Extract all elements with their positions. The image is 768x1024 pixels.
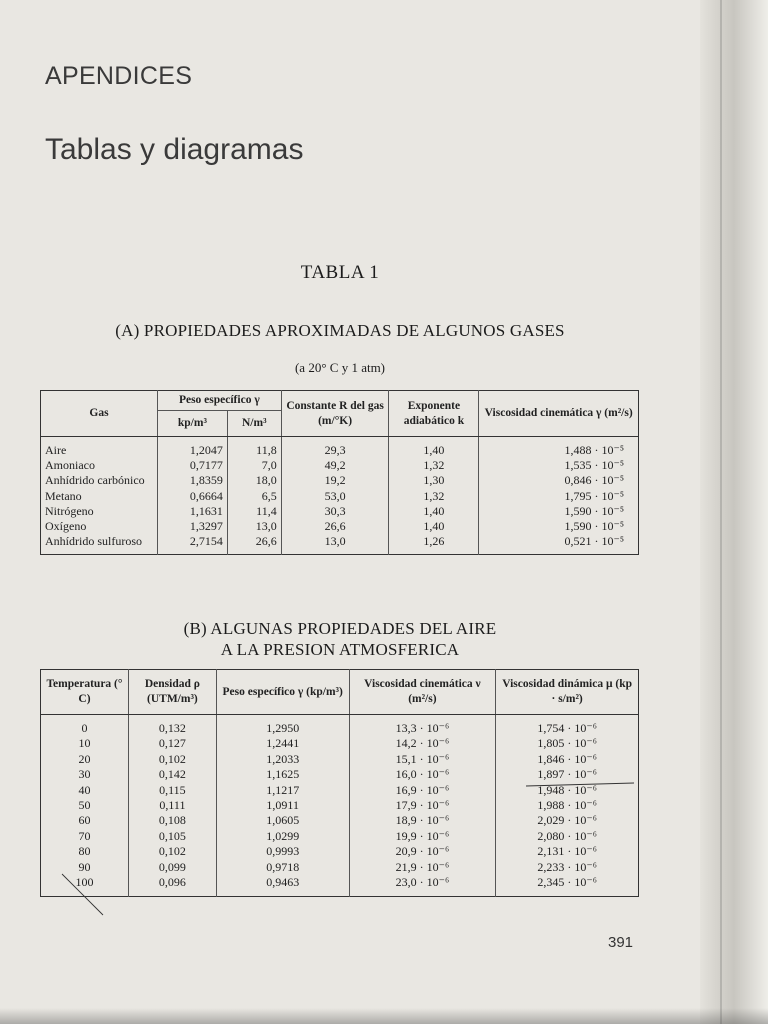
air-table-body — [41, 715, 639, 897]
cell-exponente: 1,40 — [389, 437, 479, 459]
table-row — [41, 534, 639, 555]
cell-peso-especifico: 1,1217 — [216, 783, 349, 798]
table-row — [41, 860, 639, 875]
cell-peso-n: 7,0 — [227, 458, 281, 473]
cell-peso-n: 26,6 — [227, 534, 281, 555]
cell-peso-especifico: 1,0605 — [216, 813, 349, 828]
cell-peso-especifico: 1,2441 — [216, 736, 349, 751]
cell-exponente: 1,30 — [389, 473, 479, 488]
table-row — [41, 752, 639, 767]
air-properties-table — [40, 669, 639, 897]
cell-visc-cinematica: 20,9 · 10⁻⁶ — [349, 844, 496, 859]
cell-temperatura: 30 — [41, 767, 129, 782]
cell-peso-especifico: 1,0299 — [216, 829, 349, 844]
cell-peso-especifico: 1,2033 — [216, 752, 349, 767]
cell-visc-cinematica: 16,0 · 10⁻⁶ — [349, 767, 496, 782]
cell-visc-dinamica: 2,029 · 10⁻⁶ — [537, 813, 597, 828]
cell-visc-dinamica: 1,754 · 10⁻⁶ — [537, 721, 597, 735]
cell-viscosidad: 0,846 · 10⁻⁵ — [564, 473, 624, 488]
cell-peso-especifico: 0,9993 — [216, 844, 349, 859]
table-b-title — [0, 618, 680, 660]
table-title: TABLA 1 — [300, 262, 380, 283]
cell-temperatura: 80 — [41, 844, 129, 859]
cell-densidad: 0,108 — [128, 813, 216, 828]
cell-viscosidad: 1,590 · 10⁻⁵ — [564, 519, 624, 534]
cell-visc-dinamica: 2,080 · 10⁻⁶ — [537, 828, 597, 843]
cell-densidad: 0,102 — [128, 752, 216, 767]
cell-exponente: 1,26 — [389, 534, 479, 555]
table-row — [41, 736, 639, 751]
page-number: 391 — [608, 934, 634, 951]
cell-gas: Anhídrido carbónico — [41, 473, 158, 488]
header-exponente: Exponente adiabático k — [389, 391, 479, 437]
table-row — [41, 715, 639, 737]
bottom-shadow — [0, 1008, 768, 1024]
cell-densidad: 0,142 — [128, 767, 216, 782]
cell-temperatura: 20 — [41, 752, 129, 767]
cell-constante: 26,6 — [281, 519, 389, 534]
cell-visc-dinamica: 2,131 · 10⁻⁶ — [537, 844, 597, 859]
section-title: Tablas y diagramas — [45, 133, 304, 166]
table-row — [41, 437, 639, 459]
cell-visc-cinematica: 21,9 · 10⁻⁶ — [349, 860, 496, 875]
cell-exponente: 1,40 — [389, 504, 479, 519]
table-b-title-line2: A LA PRESION ATMOSFERICA — [220, 640, 460, 659]
cell-peso-especifico: 1,0911 — [216, 798, 349, 813]
cell-peso-kp: 0,7177 — [157, 458, 227, 473]
cell-peso-n: 11,8 — [227, 437, 281, 459]
table-row — [41, 458, 639, 473]
cell-exponente: 1,40 — [389, 519, 479, 534]
cell-constante: 13,0 — [281, 534, 389, 555]
cell-viscosidad: 0,521 · 10⁻⁵ — [564, 534, 624, 549]
table-row — [41, 829, 639, 844]
cell-peso-n: 18,0 — [227, 473, 281, 488]
cell-viscosidad: 1,488 · 10⁻⁵ — [564, 443, 624, 457]
appendix-title: APENDICES — [45, 62, 193, 90]
header-gas: Gas — [41, 391, 158, 437]
cell-gas: Anhídrido sulfuroso — [41, 534, 158, 555]
cell-visc-cinematica: 13,3 · 10⁻⁶ — [349, 715, 496, 737]
cell-densidad: 0,102 — [128, 844, 216, 859]
header-viscosidad: Viscosidad cinemática γ (m²/s) — [479, 391, 639, 437]
header-densidad: Densidad ρ (UTM/m³) — [128, 670, 216, 715]
cell-peso-kp: 1,3297 — [157, 519, 227, 534]
header-peso-n: N/m³ — [227, 411, 281, 437]
table-row — [41, 783, 639, 798]
cell-peso-kp: 1,1631 — [157, 504, 227, 519]
cell-gas: Metano — [41, 489, 158, 504]
table-a-title: (A) PROPIEDADES APROXIMADAS DE ALGUNOS GASES — [115, 321, 565, 340]
cell-temperatura: 70 — [41, 829, 129, 844]
cell-densidad: 0,099 — [128, 860, 216, 875]
cell-constante: 29,3 — [281, 437, 389, 459]
cell-visc-cinematica: 23,0 · 10⁻⁶ — [349, 875, 496, 897]
header-peso: Peso específico γ — [157, 391, 281, 411]
table-row — [41, 519, 639, 534]
cell-densidad: 0,105 — [128, 829, 216, 844]
cell-visc-dinamica: 1,897 · 10⁻⁶ — [537, 767, 597, 782]
table-a-conditions: (a 20° C y 1 atm) — [294, 360, 386, 375]
cell-densidad: 0,127 — [128, 736, 216, 751]
cell-peso-especifico: 1,1625 — [216, 767, 349, 782]
cell-constante: 53,0 — [281, 489, 389, 504]
cell-peso-kp: 0,6664 — [157, 489, 227, 504]
cell-gas: Aire — [41, 437, 158, 459]
cell-visc-dinamica: 1,805 · 10⁻⁶ — [537, 736, 597, 751]
cell-peso-n: 11,4 — [227, 504, 281, 519]
cell-temperatura: 10 — [41, 736, 129, 751]
cell-visc-cinematica: 17,9 · 10⁻⁶ — [349, 798, 496, 813]
cell-visc-dinamica: 2,233 · 10⁻⁶ — [537, 859, 597, 874]
cell-visc-dinamica: 1,948 · 10⁻⁶ — [537, 782, 597, 797]
cell-exponente: 1,32 — [389, 458, 479, 473]
cell-temperatura: 0 — [41, 715, 129, 737]
table-row — [41, 473, 639, 488]
cell-densidad: 0,111 — [128, 798, 216, 813]
cell-visc-cinematica: 18,9 · 10⁻⁶ — [349, 813, 496, 828]
table-row — [41, 844, 639, 859]
cell-viscosidad: 1,535 · 10⁻⁵ — [564, 458, 624, 473]
cell-visc-cinematica: 14,2 · 10⁻⁶ — [349, 736, 496, 751]
table-row — [41, 813, 639, 828]
header-temperatura: Temperatura (° C) — [41, 670, 129, 715]
cell-temperatura: 100 — [41, 875, 129, 897]
cell-visc-cinematica: 15,1 · 10⁻⁶ — [349, 752, 496, 767]
cell-peso-especifico: 0,9718 — [216, 860, 349, 875]
table-b-title-line1: (B) ALGUNAS PROPIEDADES DEL AIRE — [183, 619, 497, 638]
cell-visc-dinamica: 2,345 · 10⁻⁶ — [537, 875, 597, 890]
cell-peso-n: 6,5 — [227, 489, 281, 504]
cell-gas: Amoniaco — [41, 458, 158, 473]
table-row — [41, 504, 639, 519]
header-constante: Constante R del gas (m/°K) — [281, 391, 389, 437]
cell-temperatura: 40 — [41, 783, 129, 798]
cell-visc-cinematica: 16,9 · 10⁻⁶ — [349, 783, 496, 798]
cell-constante: 30,3 — [281, 504, 389, 519]
cell-visc-cinematica: 19,9 · 10⁻⁶ — [349, 829, 496, 844]
cell-visc-dinamica: 1,846 · 10⁻⁶ — [537, 751, 597, 766]
cell-densidad: 0,115 — [128, 783, 216, 798]
header-visc-dinamica: Viscosidad dinámica μ (kp · s/m²) — [496, 670, 639, 715]
cell-visc-dinamica: 1,988 · 10⁻⁶ — [537, 798, 597, 813]
table-row — [41, 798, 639, 813]
cell-temperatura: 90 — [41, 860, 129, 875]
cell-peso-especifico: 0,9463 — [216, 875, 349, 897]
cell-peso-especifico: 1,2950 — [216, 715, 349, 737]
cell-temperatura: 60 — [41, 813, 129, 828]
cell-constante: 49,2 — [281, 458, 389, 473]
gas-table-body — [41, 437, 639, 555]
page-edge-shadow — [700, 0, 768, 1024]
cell-densidad: 0,096 — [128, 875, 216, 897]
cell-peso-kp: 1,2047 — [157, 437, 227, 459]
cell-gas: Oxígeno — [41, 519, 158, 534]
table-row — [41, 767, 639, 782]
header-peso-kp: kp/m³ — [157, 411, 227, 437]
cell-peso-kp: 2,7154 — [157, 534, 227, 555]
cell-viscosidad: 1,795 · 10⁻⁵ — [564, 488, 624, 503]
table-row — [41, 875, 639, 897]
header-peso-especifico: Peso específico γ (kp/m³) — [216, 670, 349, 715]
cell-gas: Nitrógeno — [41, 504, 158, 519]
cell-densidad: 0,132 — [128, 715, 216, 737]
cell-peso-kp: 1,8359 — [157, 473, 227, 488]
header-visc-cinematica: Viscosidad cinemática ν (m²/s) — [349, 670, 496, 715]
cell-viscosidad: 1,590 · 10⁻⁵ — [564, 503, 624, 518]
cell-constante: 19,2 — [281, 473, 389, 488]
gas-properties-table — [40, 390, 639, 555]
cell-temperatura: 50 — [41, 798, 129, 813]
table-row — [41, 489, 639, 504]
cell-peso-n: 13,0 — [227, 519, 281, 534]
cell-exponente: 1,32 — [389, 489, 479, 504]
